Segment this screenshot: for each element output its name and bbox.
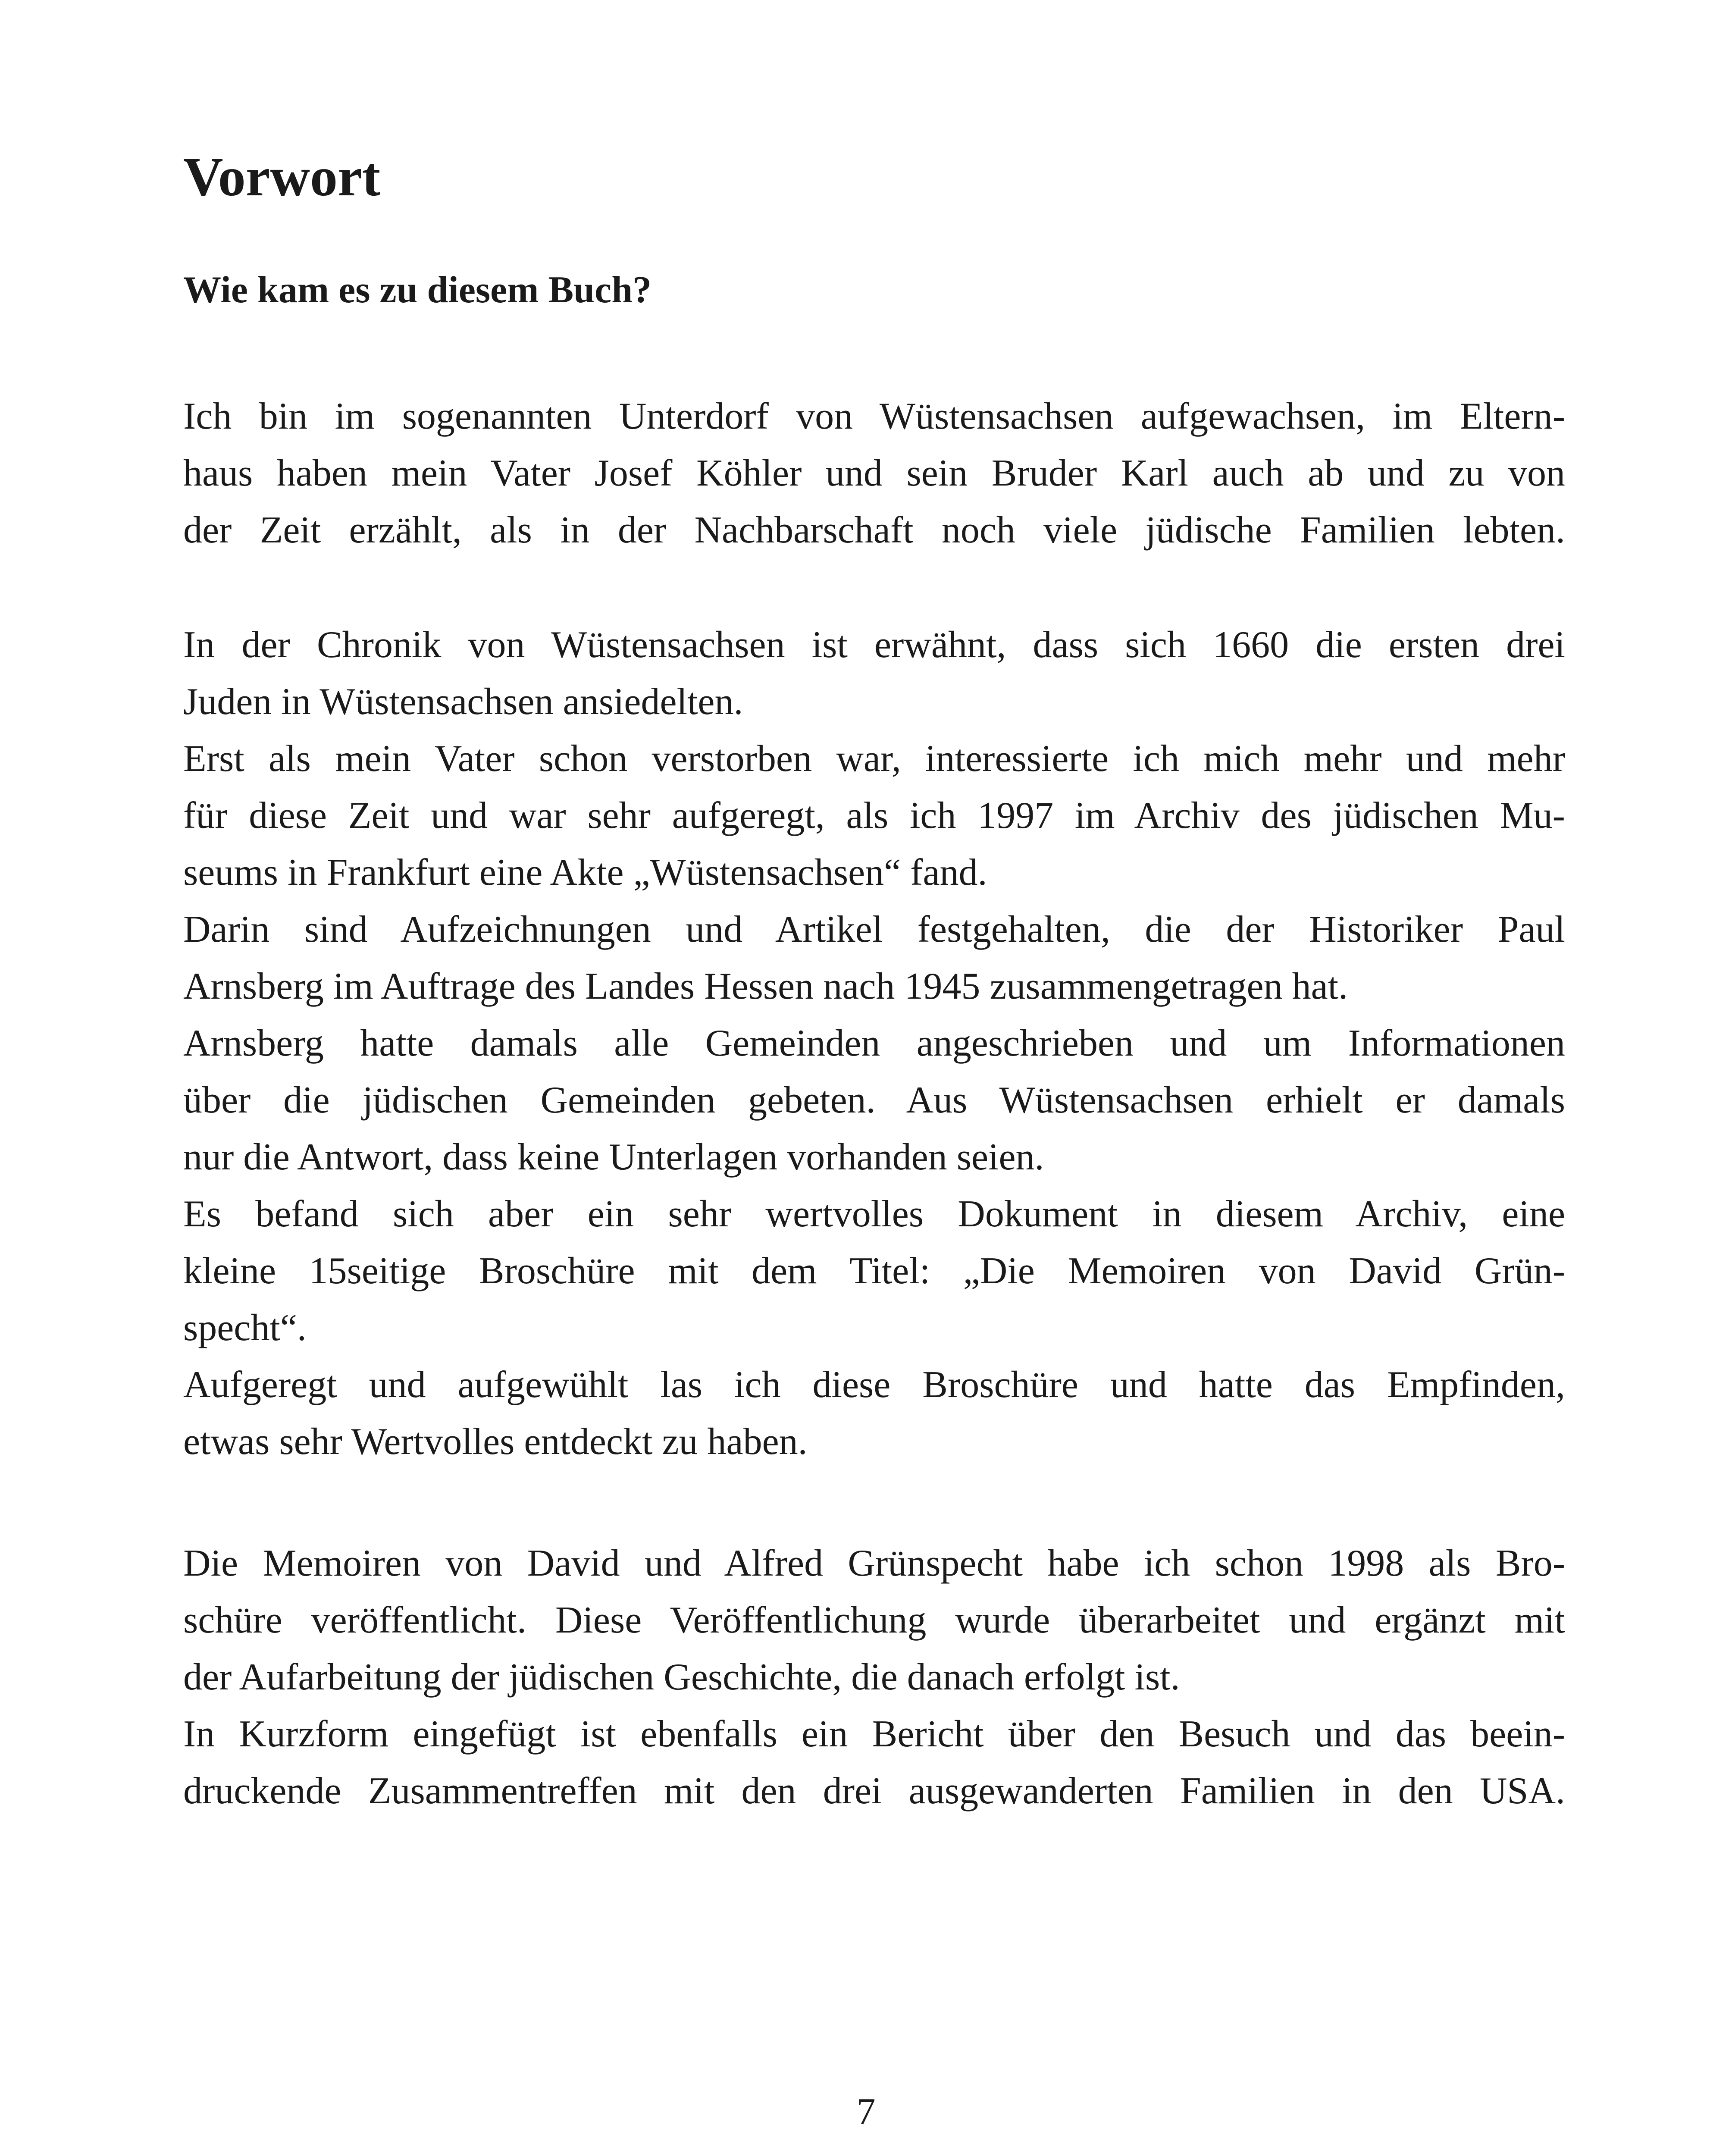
text-line: Die Memoiren von David und Alfred Grünspecht habe ich schon 1998 als Bro-	[183, 1542, 1565, 1584]
text-line: specht“.	[183, 1307, 307, 1349]
text-line: haus haben mein Vater Josef Köhler und sein Bruder Karl auch ab und zu von	[183, 452, 1565, 494]
text-line: über die jüdischen Gemeinden gebeten. Aus Wüstensachsen erhielt er damals	[183, 1079, 1565, 1121]
text-line: Juden in Wüstensachsen ansiedelten.	[183, 681, 743, 723]
text-line: druckende Zusammentreffen mit den drei ausgewanderten Familien in den USA.	[183, 1770, 1565, 1812]
text-line: Aufgeregt und aufgewühlt las ich diese Broschüre und hatte das Empfinden,	[183, 1364, 1565, 1406]
text-line: kleine 15seitige Broschüre mit dem Titel: „Die Memoiren von David Grün-	[183, 1250, 1565, 1292]
text-line: In der Chronik von Wüstensachsen ist erwähnt, dass sich 1660 die ersten drei	[183, 624, 1565, 666]
paragraph-intro	[183, 388, 1565, 559]
text-line: Erst als mein Vater schon verstorben war, interessierte ich mich mehr und mehr	[183, 738, 1565, 780]
text-line: Arnsberg im Auftrage des Landes Hessen nach 1945 zusammengetragen hat.	[183, 965, 1348, 1007]
text-line: Darin sind Aufzeichnungen und Artikel festgehalten, die der Historiker Paul	[183, 909, 1565, 950]
paragraph-archive	[183, 617, 1565, 1470]
text-line: für diese Zeit und war sehr aufgeregt, als ich 1997 im Archiv des jüdischen Mu-	[183, 795, 1565, 837]
text-line: nur die Antwort, dass keine Unterlagen vorhanden seien.	[183, 1136, 1044, 1178]
text-line: der Aufarbeitung der jüdischen Geschichte, die danach erfolgt ist.	[183, 1656, 1180, 1698]
section-heading: Wie kam es zu diesem Buch?	[183, 269, 652, 311]
text-line: seums in Frankfurt eine Akte „Wüstensachsen“ fand.	[183, 852, 987, 893]
text-line: der Zeit erzählt, als in der Nachbarschaft noch viele jüdische Familien lebten.	[183, 509, 1565, 551]
text-line: In Kurzform eingefügt ist ebenfalls ein Bericht über den Besuch und das beein-	[183, 1713, 1565, 1755]
text-line: schüre veröffentlicht. Diese Veröffentlichung wurde überarbeitet und ergänzt mit	[183, 1599, 1565, 1641]
text-line: etwas sehr Wertvolles entdeckt zu haben.	[183, 1421, 808, 1463]
paragraph-memoirs	[183, 1535, 1565, 1820]
text-line: Ich bin im sogenannten Unterdorf von Wüstensachsen aufgewachsen, im Eltern-	[183, 395, 1565, 437]
text-line: Arnsberg hatte damals alle Gemeinden angeschrieben und um Informationen	[183, 1022, 1565, 1064]
page-number: 7	[856, 2091, 876, 2133]
text-line: Es befand sich aber ein sehr wertvolles Dokument in diesem Archiv, eine	[183, 1193, 1565, 1235]
chapter-title: Vorwort	[183, 146, 381, 207]
